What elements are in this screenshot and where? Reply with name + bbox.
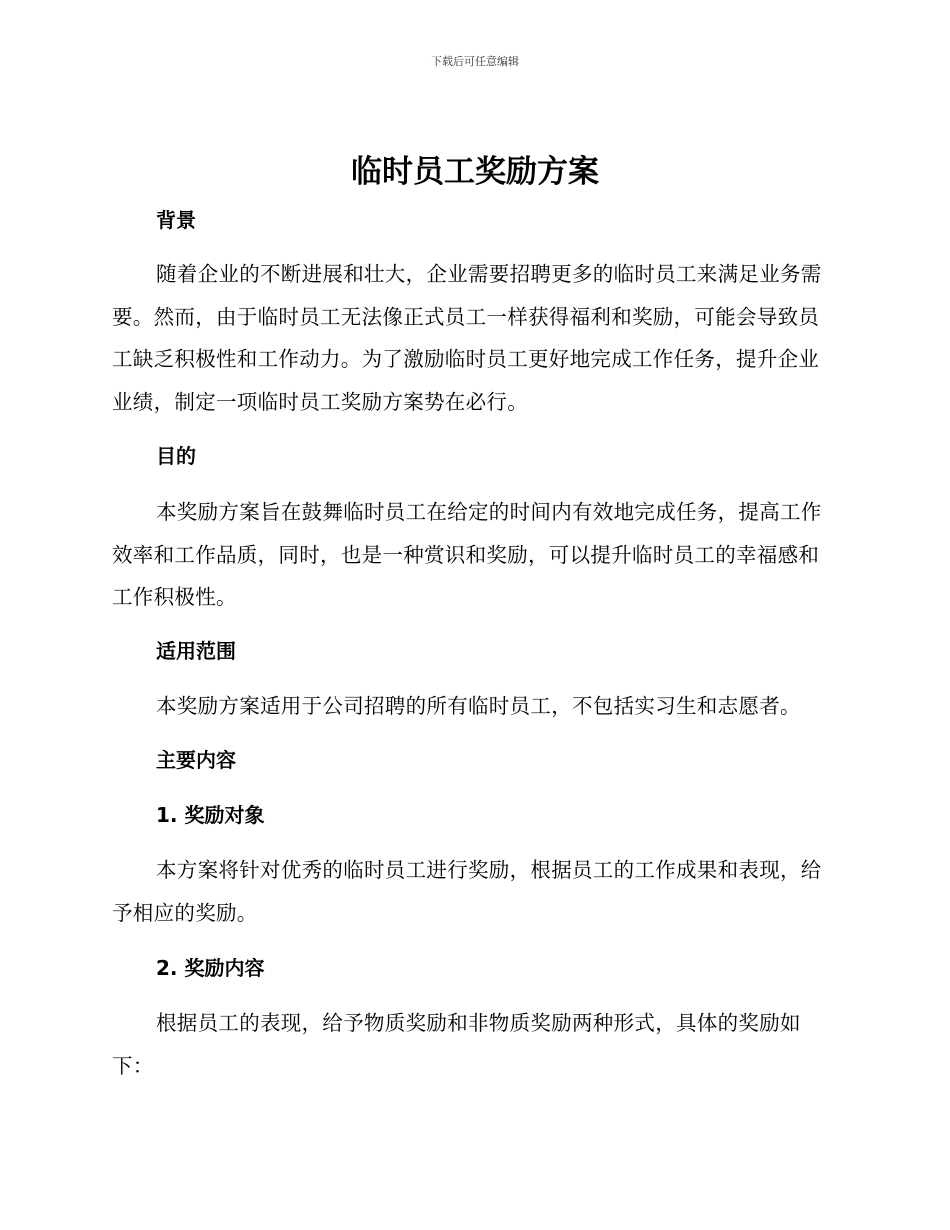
section-body-purpose: 本奖励方案旨在鼓舞临时员工在给定的时间内有效地完成任务，提高工作效率和工作品质，同时，也是一种赏识和奖励，可以提升临时员工的幸福感和工作积极性。 (112, 500, 822, 609)
subsection-heading-reward-target: 1. 奖励对象 (156, 803, 265, 827)
section-heading-background: 背景 (156, 208, 196, 232)
section-heading-scope: 适用范围 (156, 639, 236, 663)
subsection-heading-reward-content: 2. 奖励内容 (156, 956, 265, 980)
section-body-background: 随着企业的不断进展和壮大，企业需要招聘更多的临时员工来满足业务需要。然而，由于临时员工无法像正式员工一样获得福利和奖励，可能会导致员工缺乏积极性和工作动力。为了激励临时员工更好地完成工作任务，提升企业业绩，制定一项临时员工奖励方案势在必行。 (112, 262, 822, 414)
section-heading-main-content: 主要内容 (156, 748, 236, 772)
subsection-body-reward-target: 本方案将针对优秀的临时员工进行奖励，根据员工的工作成果和表现，给予相应的奖励。 (112, 858, 822, 925)
section-body-scope: 本奖励方案适用于公司招聘的所有临时员工，不包括实习生和志愿者。 (156, 694, 801, 718)
document-title: 临时员工奖励方案 (351, 154, 599, 190)
page-header: 下载后可任意编辑 (431, 55, 519, 68)
section-heading-purpose: 目的 (156, 444, 196, 468)
subsection-body-reward-content: 根据员工的表现，给予物质奖励和非物质奖励两种形式，具体的奖励如下： (112, 1011, 801, 1078)
